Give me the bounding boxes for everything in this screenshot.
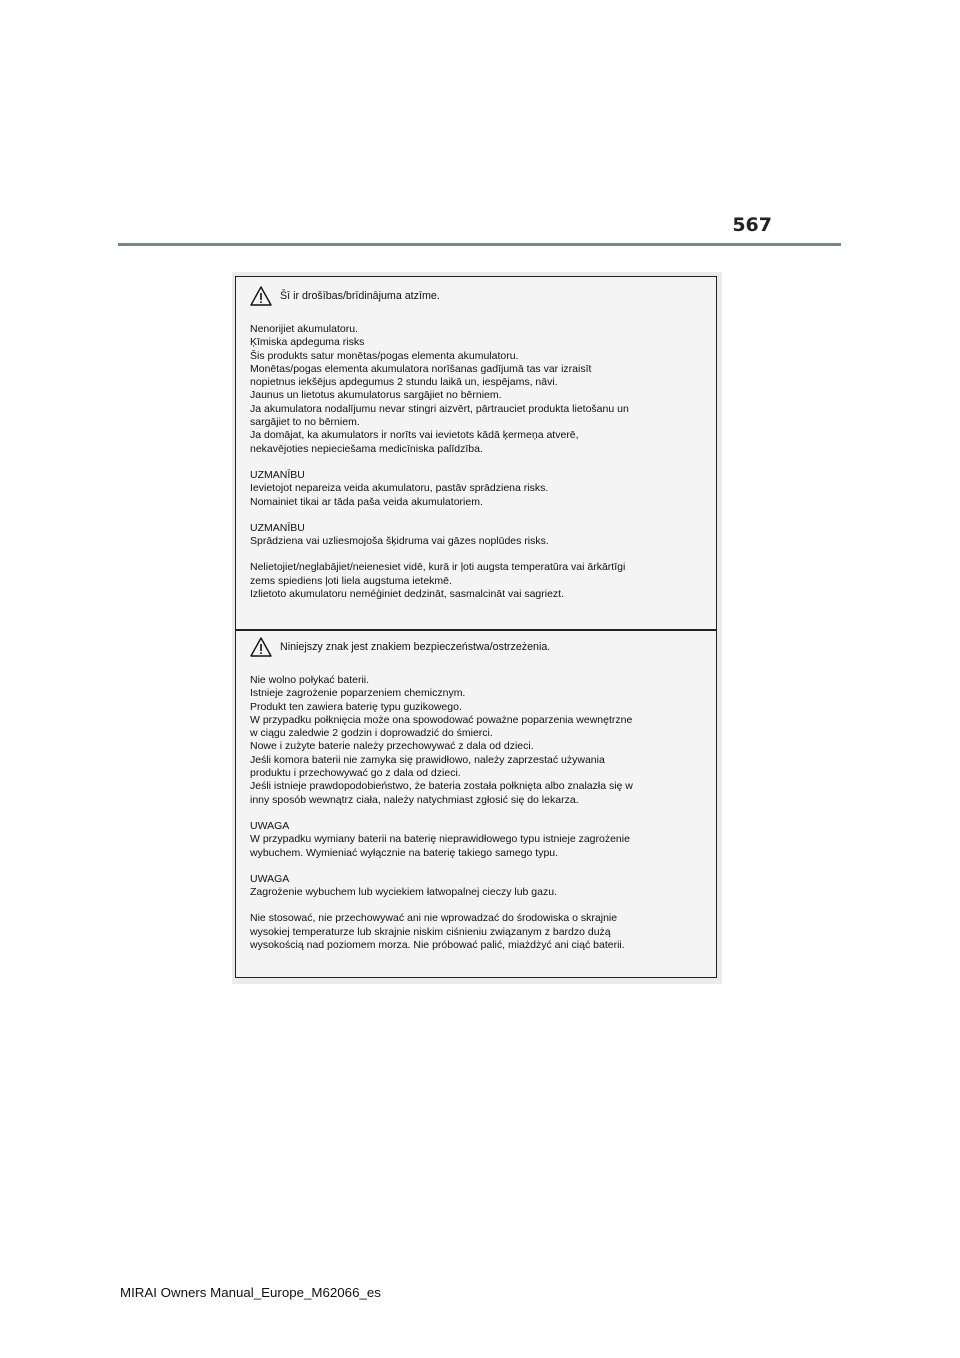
polish-caution-2: UWAGA Zagrożenie wybuchem lub wyciekiem łatwopalnej cieczy lub gazu. [250, 872, 557, 899]
footer-manual-id: MIRAI Owners Manual_Europe_M62066_es [120, 1285, 381, 1300]
warning-triangle-icon [250, 286, 272, 306]
latvian-caution-1: UZMANĪBU Ievietojot nepareiza veida akumulatoru, pastāv sprādziena risks. Nomainiet tikai ar tāda paša veida akumulatoriem. [250, 468, 549, 508]
latvian-warning-text: Nenorijiet akumulatoru. Ķīmiska apdeguma risks Šis produkts satur monētas/pogas elementa akumulatoru. Monētas/pogas elementa akumulatora norīšanas gadījumā tas var izraisīt nopietnus iekšējus apdegumus 2 stundu laikā un, iespējams, nāvi. Jaunus un lietotus akumulatorus sargājiet no bērniem. Ja akumulatora nodalījumu nevar stingri aizvērt, pārtrauciet produkta lietošanu un sargājiet to no bērniem. Ja domājat, ka akumulators ir norīts vai ievietots kādā ķermeņa atverē, nekavējoties nepieciešama medicīniska palīdzība. [250, 323, 629, 455]
latvian-caution-2: UZMANĪBU Sprādziena vai uzliesmojoša šķidruma vai gāzes noplūdes risks. [250, 521, 549, 548]
page-number: 567 [732, 214, 772, 236]
polish-heading: Niniejszy znak jest znakiem bezpieczeństwa/ostrzeżenia. [280, 641, 551, 653]
label-frame [235, 276, 717, 978]
header-rule [118, 243, 841, 246]
polish-notice: Nie stosować, nie przechowywać ani nie wprowadzać do środowiska o skrajnie wysokiej temperaturze lub skrajnie niskim ciśnieniu związanym z bardzo dużą wysokością nad poziomem morza. Nie próbować palić, miażdżyć ani ciąć baterii. [250, 912, 625, 952]
polish-caution-1: UWAGA W przypadku wymiany baterii na baterię nieprawidłowego typu istnieje zagrożenie wybuchem. Wymieniać wyłącznie na baterię takiego samego typu. [250, 819, 630, 859]
latvian-section [236, 277, 716, 629]
battery-warning-label-image [232, 272, 722, 984]
latvian-notice: Nelietojiet/neglabājiet/neienesiet vidē, kurā ir ļoti augsta temperatūra vai ārkārtīgi zems spiediens ļoti liela augstuma ietekmē. Izlietoto akumulatoru neméģiniet dedzināt, sasmalcināt vai sagriezt. [250, 561, 626, 601]
latvian-heading-row [250, 280, 716, 312]
latvian-heading: Šī ir drošības/brīdinājuma atzīme. [280, 290, 440, 302]
polish-heading-row [250, 631, 716, 663]
warning-triangle-icon [250, 637, 272, 657]
polish-warning-text: Nie wolno połykać baterii. Istnieje zagrożenie poparzeniem chemicznym. Produkt ten zawiera baterię typu guzikowego. W przypadku połknięcia może ona spowodować poważne poparzenia wewnętrzne w ciągu zaledwie 2 godzin i doprowadzić do śmierci. Nowe i zużyte baterie należy przechowywać z dala od dzieci. Jeśli komora baterii nie zamyka się prawidłowo, należy zaprzestać używania produktu i przechowywać go z dala od dzieci. Jeśli istnieje prawdopodobieństwo, że bateria została połknięta albo znalazła się w inny sposób wewnątrz ciała, należy natychmiast zgłosić się do lekarza. [250, 674, 633, 806]
polish-section [236, 631, 716, 977]
